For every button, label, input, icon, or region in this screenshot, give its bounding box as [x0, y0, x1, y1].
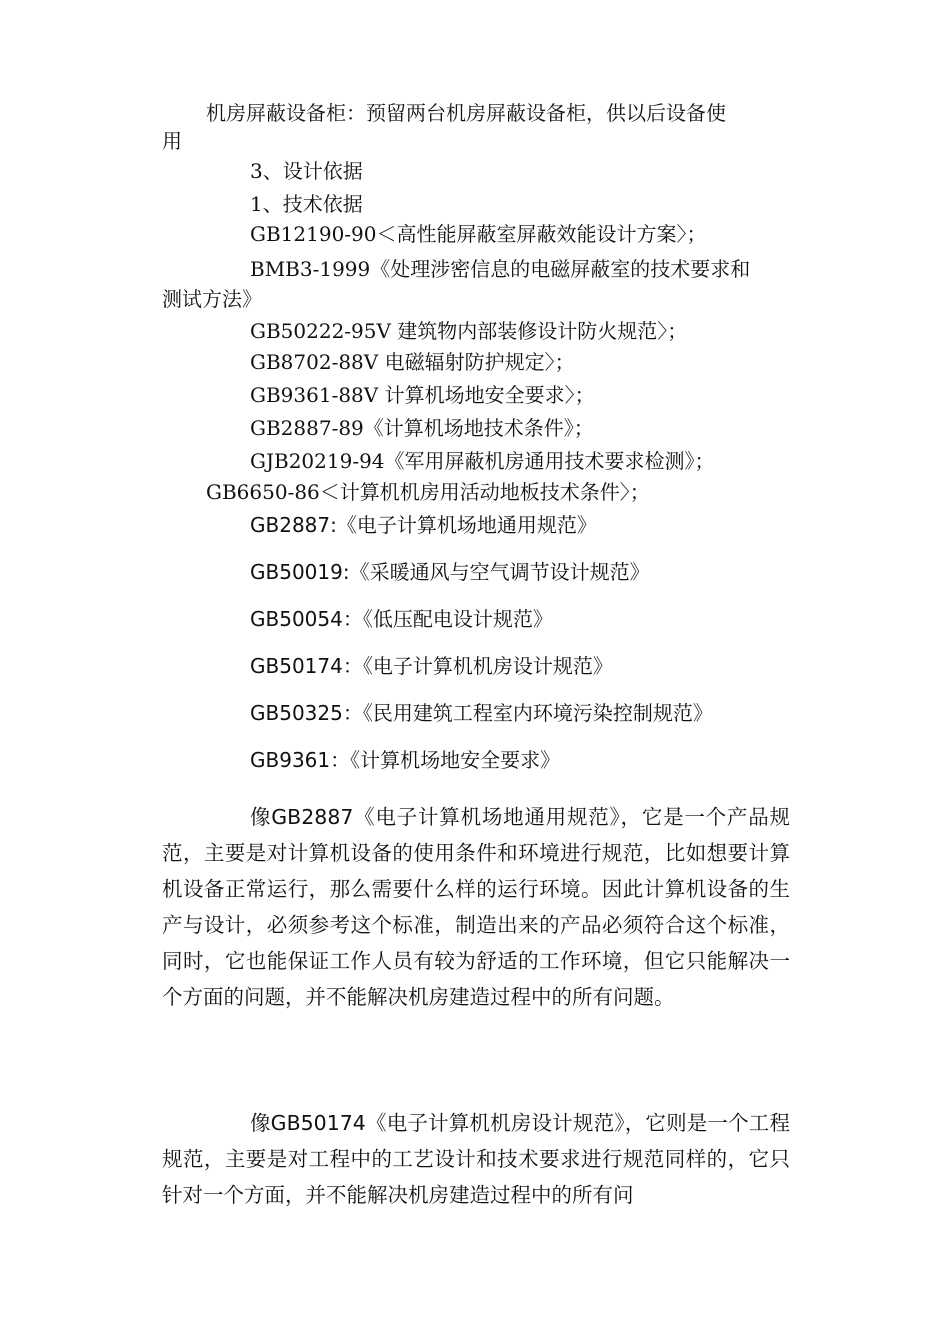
- standard-line: GB6650-86＜计算机机房用活动地板技术条件〉；: [206, 480, 650, 504]
- section-heading: 3、设计依据: [250, 159, 363, 183]
- standard-line: GB8702-88V 电磁辐射防护规定〉；: [250, 350, 575, 374]
- standard-line: BMB3-1999《处理涉密信息的电磁屏蔽室的技术要求和: [250, 257, 751, 281]
- standard-line: GB9361-88V 计算机场地安全要求〉；: [250, 383, 595, 407]
- standard-line: 测试方法》: [162, 287, 262, 311]
- body-paragraph: 像GB2887《电子计算机场地通用规范》，它是一个产品规范，主要是对计算机设备的使用条件和环境进行规范，比如想要计算机设备正常运行，那么需要什么样的运行环境。因此计算机设备的生产与设计，必须参考这个标准，制造出来的产品必须符合这个标准，同时，它也能保证工作人员有较为舒适的工作环境，但它只能解决一个方面的问题，并不能解决机房建造过程中的所有问题。: [162, 805, 790, 1009]
- standard-item: GB2887:《电子计算机场地通用规范》: [250, 513, 597, 537]
- text-line: 用: [162, 129, 182, 153]
- standard-item: GB9361：《计算机场地安全要求》: [250, 748, 561, 772]
- standard-item: GB50054：《低压配电设计规范》: [250, 607, 553, 631]
- standard-line: GB2887-89《计算机场地技术条件》；: [250, 416, 594, 440]
- standard-item: GB50019:《采暖通风与空气调节设计规范》: [250, 560, 650, 584]
- standard-line: GJB20219-94《军用屏蔽机房通用技术要求检测》；: [250, 449, 715, 473]
- standard-item: GB50174：《电子计算机机房设计规范》: [250, 654, 613, 678]
- body-paragraph: 像GB50174《电子计算机机房设计规范》，它则是一个工程规范，主要是对工程中的工艺设计和技术要求进行规范同样的，它只针对一个方面，并不能解决机房建造过程中的所有问: [162, 1111, 790, 1207]
- standard-item: GB50325：《民用建筑工程室内环境污染控制规范》: [250, 701, 713, 725]
- standard-line: GB50222-95V 建筑物内部装修设计防火规范〉；: [250, 319, 688, 343]
- subsection-heading: 1、技术依据: [250, 192, 363, 216]
- standard-line: GB12190-90＜高性能屏蔽室屏蔽效能设计方案〉；: [250, 222, 707, 246]
- text-line: 机房屏蔽设备柜：预留两台机房屏蔽设备柜，供以后设备使: [206, 101, 726, 125]
